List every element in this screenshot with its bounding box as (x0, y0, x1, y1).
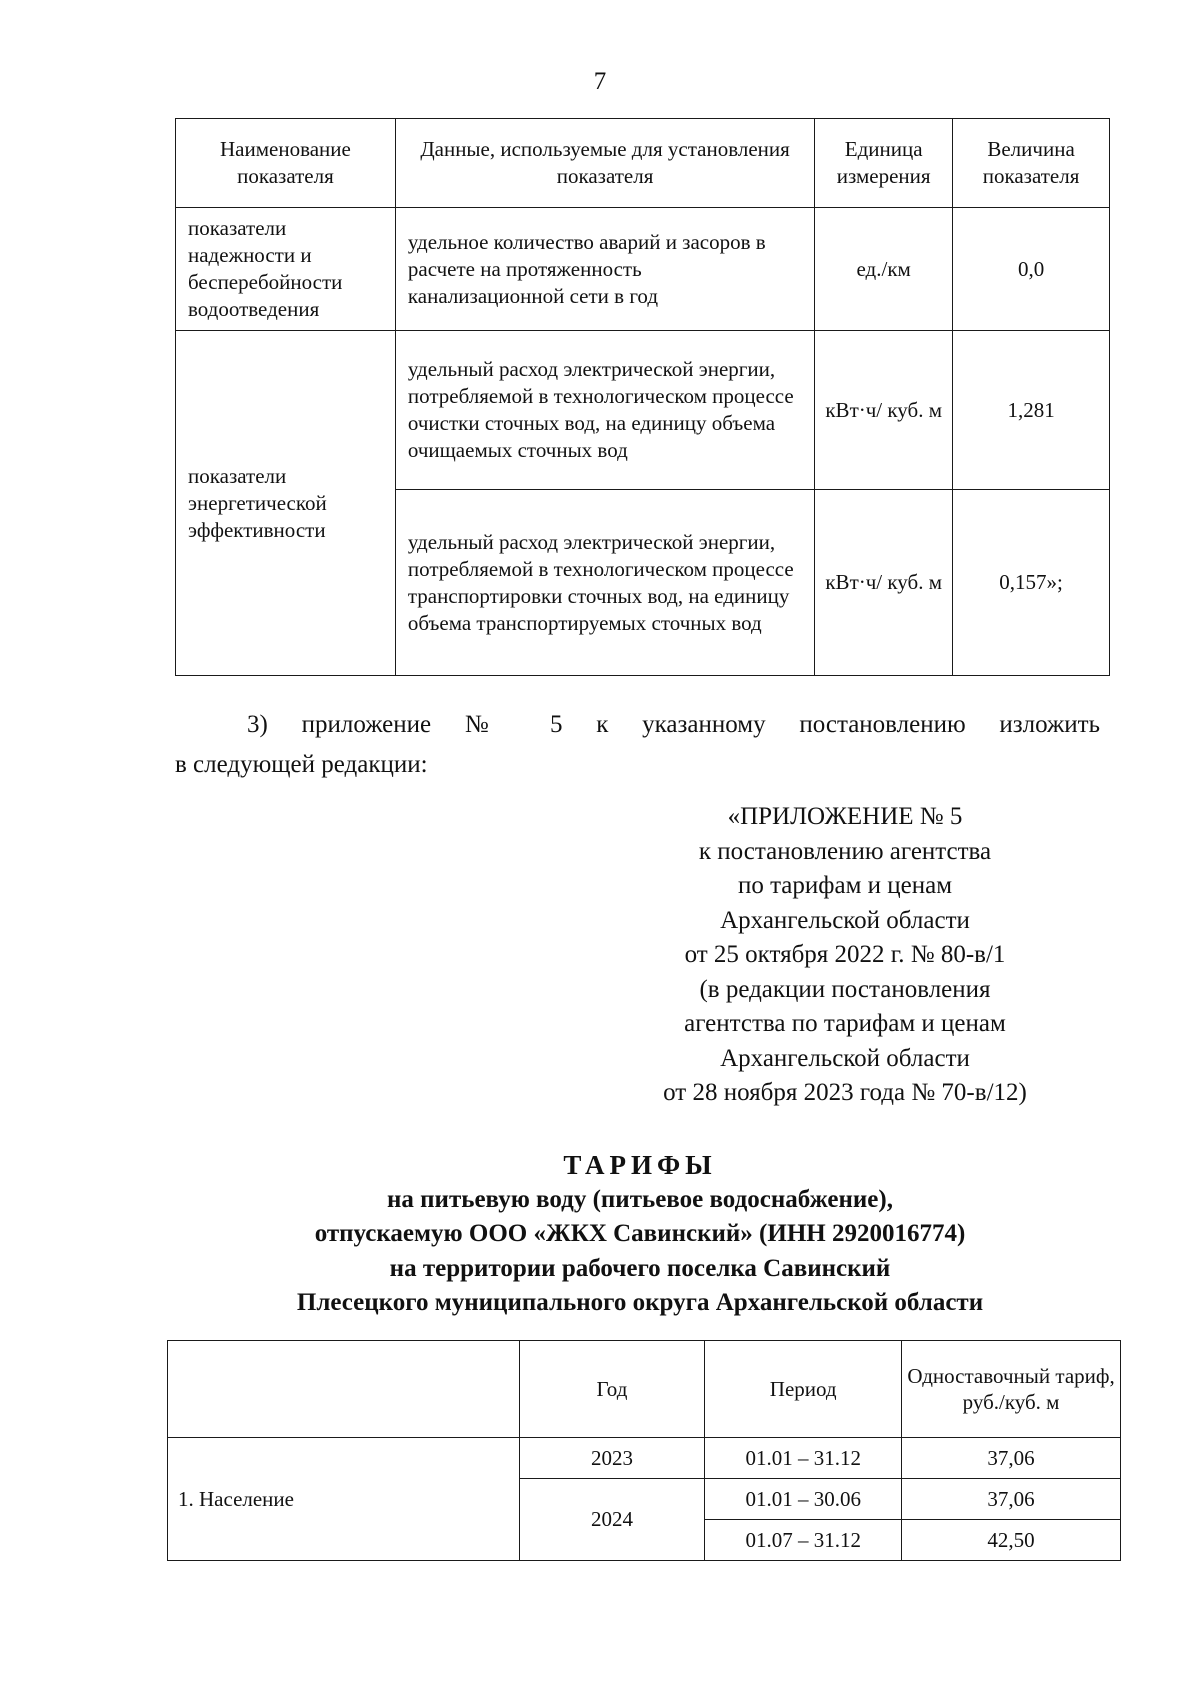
title-line: отпускаемую ООО «ЖКХ Савинский» (ИНН 2920016774) (314, 1220, 966, 1247)
table-row (176, 208, 1110, 331)
reliability-name-cell: показатели надежности и бесперебойности водоотведения (176, 208, 396, 331)
title-main: ТАРИФЫ (563, 1150, 717, 1180)
title-line: Плесецкого муниципального округа Архангельской области (296, 1289, 984, 1316)
energy-unit-cell: кВт·ч/ куб. м (815, 331, 953, 490)
appendix-line: Архангельской области (720, 906, 970, 934)
header-unit: Единица измерения (815, 119, 953, 208)
energy-name-cell: показатели энергетической эффективности (176, 331, 396, 676)
tariffs-header-row (168, 1341, 1121, 1438)
energy-value-cell: 0,157»; (953, 490, 1110, 676)
indicators-header-row (176, 119, 1110, 208)
appendix-header (610, 800, 1080, 1111)
appendix-line: к постановлению агентства (698, 837, 992, 865)
energy-unit-cell: кВт·ч/ куб. м (815, 490, 953, 676)
header-period: Период (705, 1341, 902, 1438)
year-cell: 2023 (519, 1438, 705, 1479)
reliability-data-cell: удельное количество аварий и засоров в расчете на протяженность канализационной сети в год (395, 208, 814, 331)
reliability-value-cell: 0,0 (953, 208, 1110, 331)
table-row (176, 331, 1110, 490)
tariff-cell: 37,06 (902, 1479, 1121, 1520)
tariffs-table (167, 1340, 1121, 1561)
tariff-cell: 42,50 (902, 1520, 1121, 1561)
appendix-line: «ПРИЛОЖЕНИЕ № 5 (727, 803, 963, 830)
title-line: на территории рабочего поселка Савинский (389, 1254, 891, 1282)
energy-value-cell: 1,281 (953, 331, 1110, 490)
period-cell: 01.01 – 31.12 (705, 1438, 902, 1479)
table-row (168, 1438, 1121, 1479)
year-cell: 2024 (519, 1479, 705, 1561)
page-number: 7 (593, 68, 607, 95)
tariffs-title (150, 1148, 1130, 1321)
appendix-line: агентства по тарифам и ценам (684, 1010, 1006, 1037)
header-value: Величина показателя (953, 119, 1110, 208)
header-indicator-name: Наименование показателя (176, 119, 396, 208)
period-cell: 01.01 – 30.06 (705, 1479, 902, 1520)
header-indicator-data: Данные, используемые для установления показателя (395, 119, 814, 208)
energy-data-cell: удельный расход электрической энергии, потребляемой в технологическом процессе транспортировки сточных вод, на единицу объема транспортируемых сточных вод (395, 490, 814, 676)
reliability-unit-cell: ед./км (815, 208, 953, 331)
appendix-line: от 28 ноября 2023 года № 70-в/12) (663, 1079, 1027, 1106)
tariff-cell: 37,06 (902, 1438, 1121, 1479)
amendment-paragraph (175, 705, 1100, 785)
title-line: на питьевую воду (питьевое водоснабжение), (387, 1185, 893, 1213)
appendix-line: по тарифам и ценам (737, 872, 953, 899)
header-tariff: Одноставочный тариф, руб./куб. м (902, 1341, 1121, 1438)
amendment-line-1: 3) приложение № 5 к указанному постановлению изложить (247, 711, 1100, 738)
amendment-line-2: в следующей редакции: (175, 751, 428, 778)
category-cell: 1. Население (168, 1438, 520, 1561)
energy-data-cell: удельный расход электрической энергии, потребляемой в технологическом процессе очистки сточных вод, на единицу объема очищаемых сточных вод (395, 331, 814, 490)
header-year: Год (519, 1341, 705, 1438)
header-category (168, 1341, 520, 1438)
appendix-line: от 25 октября 2022 г. № 80-в/1 (684, 941, 1006, 968)
appendix-line: Архангельской области (720, 1044, 970, 1072)
indicators-table (175, 118, 1110, 676)
period-cell: 01.07 – 31.12 (705, 1520, 902, 1561)
appendix-line: (в редакции постановления (699, 975, 991, 1003)
